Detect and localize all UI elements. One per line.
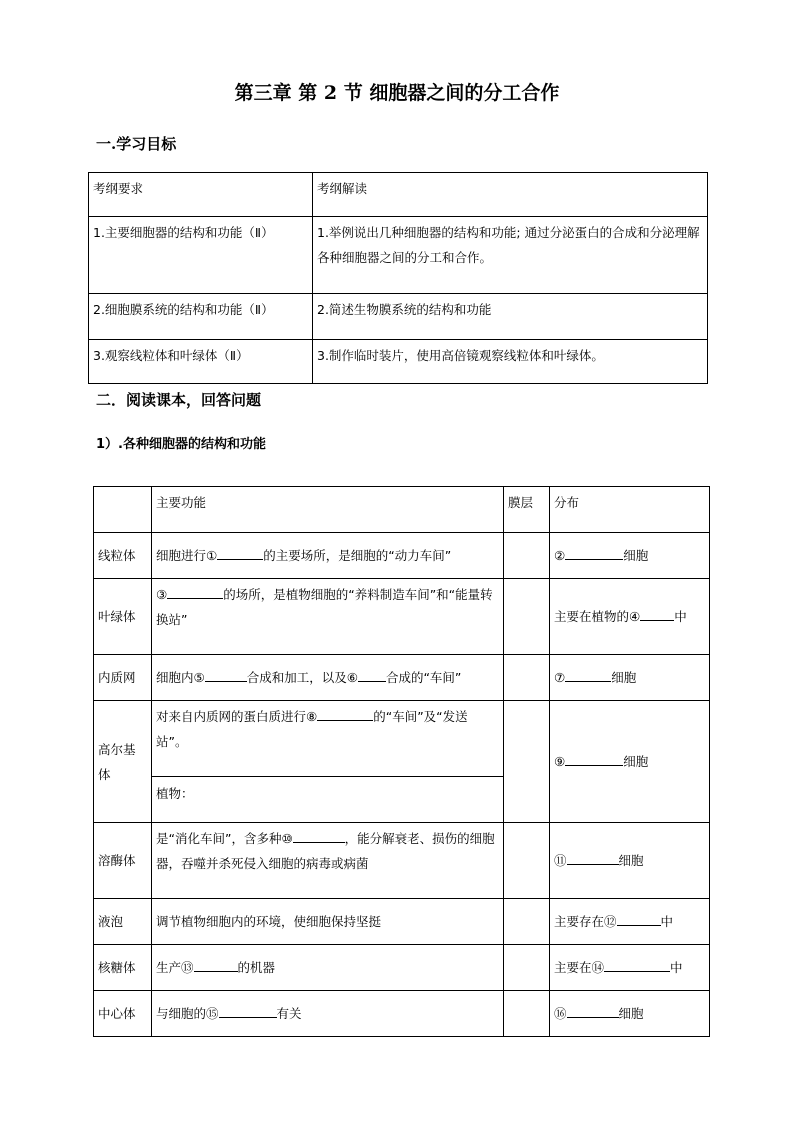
answer-blank[interactable] <box>565 547 623 560</box>
organelle-name: 溶酶体 <box>94 823 152 899</box>
table-row <box>94 823 710 899</box>
organelle-membrane[interactable] <box>504 823 550 899</box>
answer-blank[interactable] <box>567 852 619 865</box>
organelle-function: 细胞进行① 的主要场所，是细胞的“动力车间” <box>152 533 504 579</box>
organelle-distribution: 主要在⑭ 中 <box>550 945 710 991</box>
organelle-name: 内质网 <box>94 655 152 701</box>
organelles-header-function: 主要功能 <box>152 487 504 533</box>
organelle-distribution: ② 细胞 <box>550 533 710 579</box>
answer-blank[interactable] <box>167 586 223 599</box>
organelle-name: 高尔基体 <box>94 701 152 823</box>
goals-requirement-3: 3.观察线粒体和叶绿体（Ⅱ） <box>89 340 313 384</box>
answer-blank[interactable] <box>604 959 670 972</box>
answer-blank[interactable] <box>617 913 661 926</box>
organelle-function: 对来自内质网的蛋白质进行⑧ 的“车间”及“发送站”。 植物： <box>152 701 504 823</box>
organelle-membrane[interactable] <box>504 579 550 655</box>
organelle-distribution: ⑨ 细胞 <box>550 701 710 823</box>
organelle-membrane[interactable] <box>504 991 550 1037</box>
goals-header-requirement: 考纲要求 <box>89 173 313 217</box>
organelle-distribution: 主要在植物的④ 中 <box>550 579 710 655</box>
organelle-name: 中心体 <box>94 991 152 1037</box>
golgi-plant-function: 植物： <box>152 776 503 806</box>
organelle-name: 液泡 <box>94 899 152 945</box>
organelles-header-name <box>94 487 152 533</box>
table-row <box>94 701 710 823</box>
organelle-membrane[interactable] <box>504 945 550 991</box>
goals-requirement-2: 2.细胞膜系统的结构和功能（Ⅱ） <box>89 294 313 340</box>
subsection-heading-organelles: 1）.各种细胞器的结构和功能 <box>96 437 266 452</box>
table-row <box>94 991 710 1037</box>
answer-blank[interactable] <box>194 959 238 972</box>
organelles-header-distribution: 分布 <box>550 487 710 533</box>
organelles-table <box>93 486 710 1037</box>
organelle-membrane[interactable] <box>504 899 550 945</box>
goals-interpretation-1: 1.举例说出几种细胞器的结构和功能; 通过分泌蛋白的合成和分泌理解各种细胞器之间的分工和合作。 <box>313 217 708 294</box>
organelle-distribution: ⑯ 细胞 <box>550 991 710 1037</box>
organelle-name: 线粒体 <box>94 533 152 579</box>
table-row <box>94 533 710 579</box>
organelle-function: 生产⑬ 的机器 <box>152 945 504 991</box>
organelle-name: 核糖体 <box>94 945 152 991</box>
organelles-header-membrane: 膜层 <box>504 487 550 533</box>
answer-blank[interactable] <box>565 753 623 766</box>
goals-requirement-1: 1.主要细胞器的结构和功能（Ⅱ） <box>89 217 313 294</box>
answer-blank[interactable] <box>640 608 674 621</box>
answer-blank[interactable] <box>205 669 247 682</box>
answer-blank[interactable] <box>567 1005 619 1018</box>
organelle-membrane[interactable] <box>504 533 550 579</box>
section-heading-reading: 二．阅读课本，回答问题 <box>96 391 262 409</box>
page-title: 第三章 第 2 节 细胞器之间的分工合作 <box>234 82 560 104</box>
table-row <box>94 579 710 655</box>
answer-blank[interactable] <box>219 1005 277 1018</box>
organelle-function: 是“消化车间”，含多种⑩ ，能分解衰老、损伤的细胞器，吞噬并杀死侵入细胞的病毒或病菌 <box>152 823 504 899</box>
organelle-function: 与细胞的⑮ 有关 <box>152 991 504 1037</box>
section-heading-goals: 一.学习目标 <box>96 135 177 153</box>
organelle-name: 叶绿体 <box>94 579 152 655</box>
goals-header-interpretation: 考纲解读 <box>313 173 708 217</box>
organelle-membrane[interactable] <box>504 655 550 701</box>
goals-interpretation-2: 2.简述生物膜系统的结构和功能 <box>313 294 708 340</box>
organelle-function: 细胞内⑤ 合成和加工，以及⑥ 合成的“车间” <box>152 655 504 701</box>
table-row <box>94 655 710 701</box>
organelle-distribution: 主要存在⑫ 中 <box>550 899 710 945</box>
table-row <box>94 899 710 945</box>
organelle-membrane[interactable] <box>504 701 550 823</box>
goals-table <box>88 172 708 384</box>
goals-interpretation-3: 3.制作临时装片，使用高倍镜观察线粒体和叶绿体。 <box>313 340 708 384</box>
answer-blank[interactable] <box>358 669 386 682</box>
organelle-distribution: ⑦ 细胞 <box>550 655 710 701</box>
answer-blank[interactable] <box>293 830 345 843</box>
answer-blank[interactable] <box>317 708 373 721</box>
table-row <box>94 945 710 991</box>
answer-blank[interactable] <box>565 669 611 682</box>
answer-blank[interactable] <box>217 547 263 560</box>
organelle-distribution: ⑪ 细胞 <box>550 823 710 899</box>
organelle-function: ③ 的场所，是植物细胞的“养料制造车间”和“能量转换站” <box>152 579 504 655</box>
organelle-function: 调节植物细胞内的环境，使细胞保持坚挺 <box>152 899 504 945</box>
